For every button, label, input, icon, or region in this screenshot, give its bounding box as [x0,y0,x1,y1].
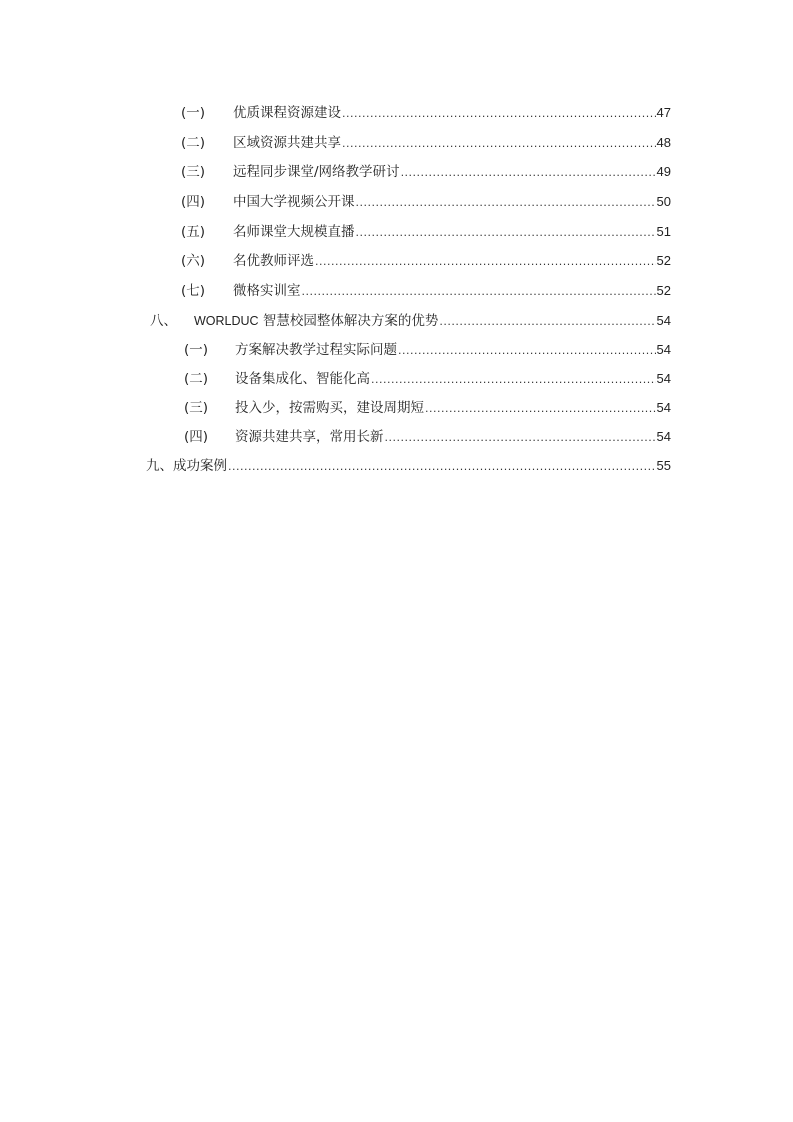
toc-entry-page: 48 [656,135,671,150]
toc-entry-page: 51 [656,224,671,239]
toc-leader-dots [425,399,656,419]
toc-entry-page: 54 [656,313,671,328]
toc-leader-dots [401,163,656,183]
toc-entry[interactable] [181,281,671,301]
toc-entry-page: 50 [656,194,671,209]
toc-entry-page: 52 [656,283,671,298]
toc-entry-title: 成功案例 [173,458,227,474]
toc-entry-title: 微格实训室 [233,283,301,299]
toc-entry-title: 设备集成化、智能化高 [235,371,370,387]
toc-leader-dots [398,341,656,361]
toc-entry-number: (四) [181,194,206,210]
toc-entry[interactable] [181,103,671,123]
toc-entry[interactable] [181,222,671,242]
toc-entry-page: 54 [656,429,671,444]
toc-entry[interactable] [181,192,671,212]
toc-entry[interactable] [181,162,671,182]
toc-entry-page: 54 [656,371,671,386]
toc-leader-dots [356,193,656,213]
toc-entry[interactable] [146,456,671,476]
toc-entry[interactable] [184,340,671,360]
toc-entry[interactable] [181,133,671,153]
toc-entry-title: 方案解决教学过程实际问题 [235,342,397,358]
toc-entry-title: 区域资源共建共享 [233,135,341,151]
toc-entry[interactable] [184,427,671,447]
toc-entry-page: 55 [656,458,671,473]
toc-entry[interactable] [150,311,671,331]
toc-entry-page: 54 [656,400,671,415]
toc-leader-dots [439,312,655,332]
toc-leader-dots [356,223,656,243]
toc-entry-title: 投入少，按需购买，建设周期短 [235,400,424,416]
toc-entry[interactable] [184,398,671,418]
toc-leader-dots [228,457,656,477]
toc-entry-title: 名优教师评选 [233,253,314,269]
toc-entry-number: 八、 [150,313,177,329]
toc-entry-number: (四) [184,429,209,445]
toc-entry-title: 中国大学视频公开课 [233,194,355,210]
toc-entry-page: 52 [656,253,671,268]
toc-leader-dots [385,428,656,448]
toc-entry-title: 远程同步课堂/网络教学研讨 [233,164,400,180]
toc-entry-title: 名师课堂大规模直播 [233,224,355,240]
toc-leader-dots [302,282,656,302]
toc-entry-number: (二) [181,135,206,151]
toc-entry-title-latin: WORLDUC [194,314,259,328]
toc-entry-number: (一) [181,105,206,121]
toc-entry-title: 资源共建共享，常用长新 [235,429,384,445]
toc-entry-number: (七) [181,283,206,299]
toc-entry-number: (三) [181,164,206,180]
toc-entry-page: 47 [656,105,671,120]
toc-entry-number: (二) [184,371,209,387]
toc-entry[interactable] [181,251,671,271]
toc-entry[interactable] [184,369,671,389]
toc-entry-title: 优质课程资源建设 [233,105,341,121]
toc-entry-number: (一) [184,342,209,358]
toc-entry-number: (三) [184,400,209,416]
toc-leader-dots [342,134,656,154]
toc-entry-page: 54 [656,342,671,357]
toc-entry-page: 49 [656,164,671,179]
toc-leader-dots [315,252,656,272]
toc-entry-number: (六) [181,253,206,269]
toc-leader-dots [371,370,656,390]
toc-entry-number: 九、 [146,458,173,474]
toc-leader-dots [342,104,656,124]
toc-entry-number: (五) [181,224,206,240]
toc-entry-title: 智慧校园整体解决方案的优势 [258,313,439,329]
